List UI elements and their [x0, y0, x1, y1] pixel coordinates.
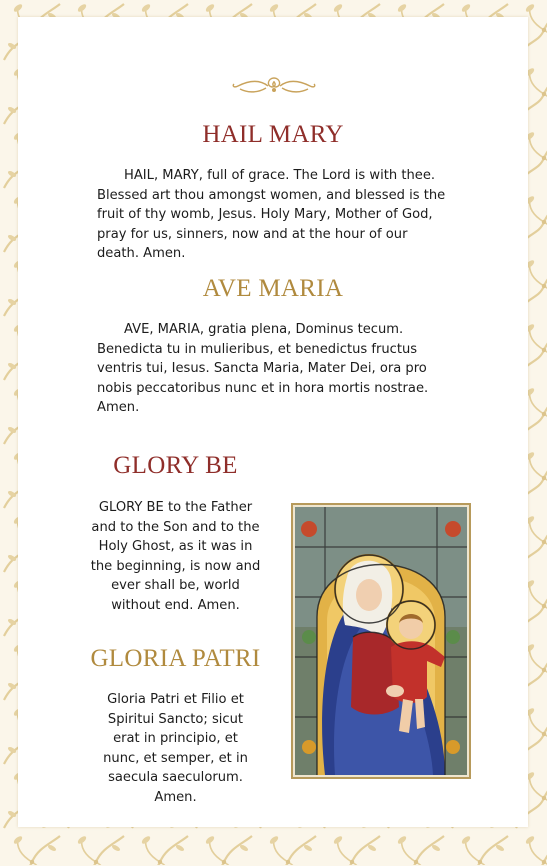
glory-be-title: GLORY BE [113, 452, 238, 479]
ave-maria-text: AVE, MARIA, gratia plena, Dominus tecum. Benedicta tu in mulieribus, et benedictus fructus ventris tui, Iesus. Sancta Maria, Mater Dei, ora pro nobis peccatoribus nunc et in hora mortis nostrae. Amen. [97, 322, 429, 415]
gloria-patri-title: GLORIA PATRI [90, 645, 261, 672]
madonna-and-child-icon [295, 507, 467, 775]
glory-be-text: GLORY BE to the Father and to the Son and to the Holy Ghost, as it was in the beginning, is now and ever shall be, world without end. Amen. [90, 500, 261, 613]
hail-mary-title: HAIL MARY [202, 121, 344, 148]
gloria-patri-text: Gloria Patri et Filio et Spiritui Sancto; sicut erat in principio, et nunc, et semper, et in saecula saeculorum. Amen. [103, 692, 248, 805]
stained-glass-image [291, 503, 471, 779]
ave-maria-title: AVE MARIA [202, 275, 344, 302]
ornament-divider-icon [230, 74, 318, 96]
hail-mary-text: HAIL, MARY, full of grace. The Lord is with thee. Blessed art thou amongst women, and blessed is the fruit of thy womb, Jesus. Holy Mary, Mother of God, pray for us, sinners, now and at the hour of our death. Amen. [97, 168, 446, 261]
